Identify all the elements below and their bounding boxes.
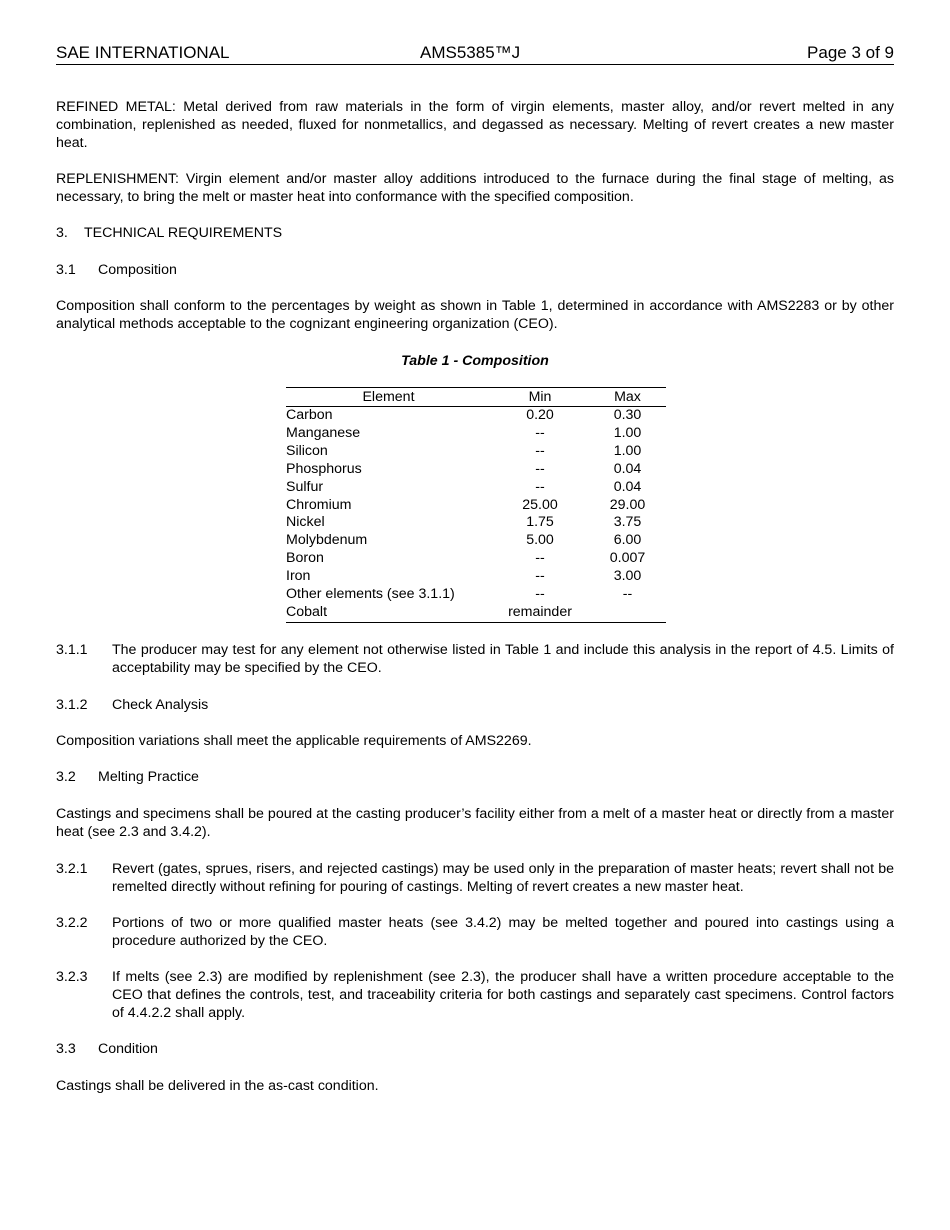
section-3-2-3-number: 3.2.3 [56, 969, 88, 985]
row-max: 0.30 [613, 407, 642, 423]
row-min: remainder [508, 603, 572, 620]
row-element: Molybdenum [286, 532, 368, 549]
page-header [56, 44, 894, 65]
definition-replenishment: REPLENISHMENT: Virgin element and/or master alloy additions introduced to the furnace during the final stage of melting, as necessary, to bring the melt or master heat into conformance with the specified composition. [56, 171, 894, 205]
row-max: 0.007 [609, 550, 646, 567]
section-3-2-3-text: If melts (see 2.3) are modified by replenishment (see 2.3), the producer shall have a written procedure acceptable to the CEO that defines the controls, test, and traceability criteria for both castings and separately cast specimens. Control factors of 4.4.2.2 shall apply. [112, 969, 894, 1021]
table-row [286, 425, 666, 443]
table-row [286, 604, 666, 622]
row-min: 5.00 [526, 532, 554, 549]
section-3-2-text: Castings and specimens shall be poured at the casting producer’s facility either from a melt of a master heat or directly from a master heat (see 2.3 and 3.4.2). [56, 806, 894, 840]
row-max: 3.00 [613, 568, 642, 585]
table-row [286, 532, 666, 550]
table-header-row [286, 388, 666, 407]
row-element: Iron [286, 568, 311, 585]
row-max: -- [622, 586, 633, 603]
section-3-1-2-text: Composition variations shall meet the applicable requirements of AMS2269. [56, 733, 532, 749]
section-3-2-number: 3.2 [56, 769, 76, 785]
row-max: 29.00 [609, 496, 646, 513]
table-row [286, 514, 666, 532]
section-3-number: 3. [56, 225, 68, 241]
row-min: 25.00 [522, 496, 558, 513]
row-max: 3.75 [613, 514, 642, 531]
section-3-3-text: Castings shall be delivered in the as-cast condition. [56, 1078, 379, 1094]
row-min: -- [535, 442, 545, 459]
row-element: Carbon [286, 407, 333, 423]
table-row [286, 497, 666, 515]
section-3-2-1-number: 3.2.1 [56, 861, 88, 877]
table-1-title: Table 1 - Composition [401, 353, 549, 369]
row-min: -- [535, 568, 545, 585]
row-max: 1.00 [613, 424, 642, 441]
header-doc-number: AMS5385™J [420, 43, 521, 62]
row-min: 1.75 [526, 514, 554, 531]
section-3-1-text: Composition shall conform to the percentages by weight as shown in Table 1, determined in accordance with AMS2283 or by other analytical methods acceptable to the cognizant engineering organization (CEO). [56, 298, 894, 332]
row-max: 1.00 [613, 442, 642, 459]
row-element: Boron [286, 550, 324, 567]
table-row [286, 568, 666, 586]
row-element: Nickel [286, 514, 325, 531]
section-3-3-number: 3.3 [56, 1041, 76, 1057]
header-max: Max [589, 388, 666, 407]
row-max: 0.04 [613, 460, 642, 477]
section-3-1-1-number: 3.1.1 [56, 642, 88, 658]
row-element: Sulfur [286, 478, 324, 495]
header-page-number: Page 3 of 9 [807, 43, 894, 62]
row-max: 6.00 [613, 532, 642, 549]
section-3-2-2-number: 3.2.2 [56, 915, 88, 931]
row-element: Other elements (see 3.1.1) [286, 586, 455, 603]
table-row [286, 443, 666, 461]
row-element: Silicon [286, 442, 328, 459]
row-min: -- [535, 550, 545, 567]
row-element: Phosphorus [286, 460, 362, 477]
composition-table [286, 387, 666, 623]
row-min: -- [535, 424, 545, 441]
table-row [286, 407, 666, 425]
section-3-1-2-title: Check Analysis [112, 697, 209, 713]
section-3-1-title: Composition [98, 262, 177, 278]
section-3-1-number: 3.1 [56, 262, 76, 278]
row-min: 0.20 [526, 407, 554, 423]
section-3-2-1-text: Revert (gates, sprues, risers, and rejected castings) may be used only in the preparation of master heats; revert shall not be remelted directly without refining for pouring of castings. Melting of revert creates a new master heat. [112, 861, 894, 895]
row-min: -- [535, 478, 545, 495]
row-element: Cobalt [286, 603, 328, 620]
row-max [589, 604, 666, 622]
table-row [286, 550, 666, 568]
header-org: SAE INTERNATIONAL [56, 43, 230, 62]
table-row [286, 586, 666, 604]
header-min: Min [491, 388, 589, 407]
section-3-1-1-text: The producer may test for any element not otherwise listed in Table 1 and include this analysis in the report of 4.5. Limits of acceptability may be specified by the CEO. [112, 642, 894, 676]
section-3-1-2-number: 3.1.2 [56, 697, 88, 713]
row-element: Manganese [286, 424, 361, 441]
table-row [286, 479, 666, 497]
table-row [286, 461, 666, 479]
header-element: Element [286, 388, 491, 407]
section-3-2-title: Melting Practice [98, 769, 199, 785]
definition-refined-metal: REFINED METAL: Metal derived from raw materials in the form of virgin elements, master alloy, and/or revert melted in any combination, replenished as needed, fluxed for nonmetallics, and degassed as necessary. Melting of revert creates a new master heat. [56, 99, 894, 151]
row-max: 0.04 [613, 478, 642, 495]
row-min: -- [535, 460, 545, 477]
section-3-title: TECHNICAL REQUIREMENTS [84, 225, 283, 241]
row-min: -- [535, 586, 545, 603]
section-3-3-title: Condition [98, 1041, 158, 1057]
row-element: Chromium [286, 496, 352, 513]
section-3-2-2-text: Portions of two or more qualified master heats (see 3.4.2) may be melted together and poured into castings using a procedure authorized by the CEO. [112, 915, 894, 949]
